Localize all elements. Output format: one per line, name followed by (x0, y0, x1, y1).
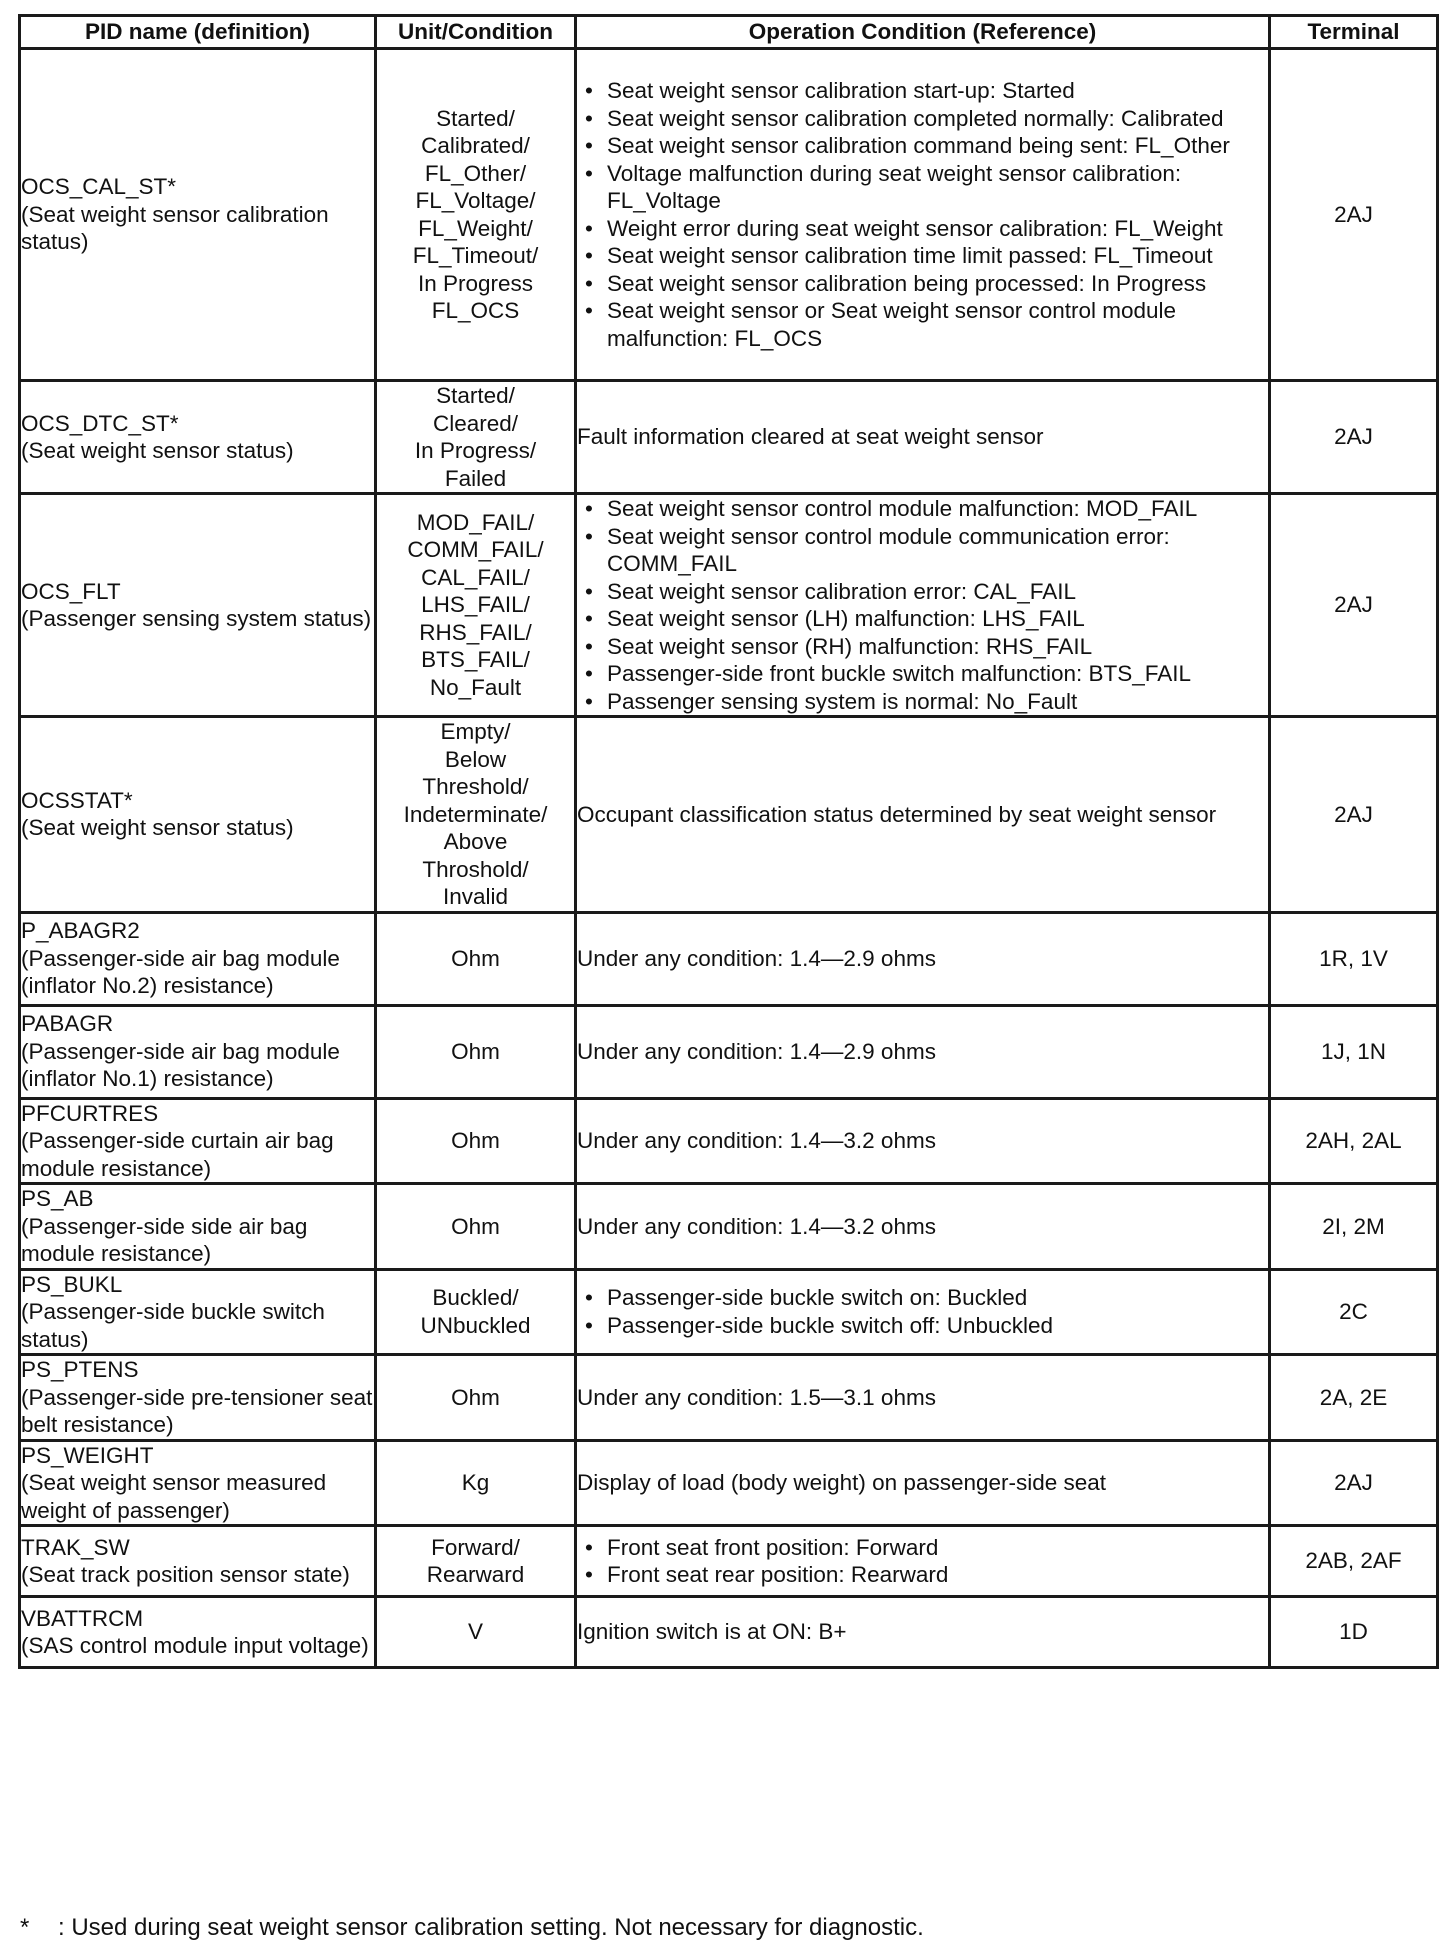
unit-value: No_Fault (429, 674, 522, 700)
unit-condition-cell (376, 1440, 576, 1526)
list-item: • Front seat rear position: Rearward (577, 1561, 1268, 1589)
condition-list (577, 1284, 1268, 1339)
condition-list (577, 495, 1268, 715)
pid-definition: (Seat weight sensor status) (21, 438, 294, 463)
pid-definition: (Passenger-side curtain air bag module resistance) (21, 1128, 334, 1181)
terminal-cell: 1R, 1V (1270, 912, 1438, 1005)
pid-name-cell (20, 717, 376, 913)
unit-value: RHS_FAIL/ (419, 619, 532, 645)
list-item: • Passenger sensing system is normal: No_Fault (577, 688, 1268, 716)
pid-name-cell (20, 1098, 376, 1184)
unit-value: Cleared/ (432, 410, 519, 436)
unit-value: Ohm (451, 1128, 500, 1153)
table-row (20, 494, 1438, 717)
list-item: • Weight error during seat weight sensor calibration: FL_Weight (577, 215, 1268, 243)
pid-definition: (Passenger-side pre-tensioner seat belt resistance) (21, 1384, 373, 1437)
terminal-cell: 1D (1270, 1597, 1438, 1668)
unit-condition-cell (376, 49, 576, 381)
pid-code: TRAK_SW (21, 1534, 130, 1560)
unit-value: In Progress (417, 270, 534, 296)
pid-definition: (Passenger-side air bag module (inflator No.1) resistance) (21, 1038, 340, 1092)
pid-definition: (Passenger sensing system status) (21, 606, 372, 631)
table-header (20, 16, 1438, 49)
operation-condition-cell (576, 912, 1270, 1005)
condition-list (577, 77, 1268, 352)
pid-code: OCS_FLT (21, 578, 121, 604)
header-row (20, 16, 1438, 49)
list-item: • Seat weight sensor calibration time limit passed: FL_Timeout (577, 242, 1268, 270)
unit-condition-cell (376, 717, 576, 913)
unit-value: Above (443, 829, 508, 854)
operation-condition-cell (576, 381, 1270, 494)
pid-definition: (Seat weight sensor status) (21, 815, 294, 841)
table-row (20, 381, 1438, 494)
table-row (20, 49, 1438, 381)
list-item: • Seat weight sensor control module malfunction: MOD_FAIL (577, 495, 1268, 523)
pid-name-cell (20, 381, 376, 494)
pid-table (18, 14, 1439, 1669)
condition-text: Under any condition: 1.4—2.9 ohms (577, 1038, 936, 1064)
condition-text: Occupant classification status determined by seat weight sensor (577, 801, 1217, 827)
pid-code: PS_WEIGHT (21, 1442, 154, 1468)
pid-definition: (SAS control module input voltage) (21, 1633, 369, 1658)
pid-name-cell (20, 912, 376, 1005)
unit-condition-cell (376, 1597, 576, 1668)
terminal-cell: 2I, 2M (1270, 1184, 1438, 1270)
unit-condition-cell (376, 912, 576, 1005)
table-row (20, 1440, 1438, 1526)
unit-value: Threshold/ (422, 774, 529, 799)
unit-condition-cell (376, 381, 576, 494)
terminal-cell: 2AB, 2AF (1270, 1526, 1438, 1597)
pid-definition: (Seat weight sensor calibration status) (21, 201, 329, 255)
terminal-cell: 2C (1270, 1269, 1438, 1355)
unit-value: LHS_FAIL/ (421, 592, 530, 618)
table-row (20, 1005, 1438, 1098)
unit-value: Started/ (436, 105, 515, 131)
table-row (20, 1355, 1438, 1441)
pid-name-cell (20, 1269, 376, 1355)
unit-value: Ohm (451, 1213, 500, 1239)
condition-text: Display of load (body weight) on passenger-side seat (577, 1470, 1107, 1495)
unit-value: UNbuckled (420, 1312, 531, 1338)
pid-name-cell (20, 1526, 376, 1597)
table-row (20, 1184, 1438, 1270)
operation-condition-cell (576, 1440, 1270, 1526)
table-row (20, 1526, 1438, 1597)
operation-condition-cell (576, 1098, 1270, 1184)
operation-condition-cell (576, 1355, 1270, 1441)
unit-value: Rearward (426, 1562, 525, 1587)
pid-code: PS_PTENS (21, 1357, 139, 1382)
pid-code: PFCURTRES (21, 1100, 159, 1126)
condition-list (577, 1534, 1268, 1589)
list-item: • Passenger-side front buckle switch malfunction: BTS_FAIL (577, 660, 1268, 688)
list-item: • Seat weight sensor calibration completed normally: Calibrated (577, 105, 1268, 133)
pid-name-cell (20, 494, 376, 717)
pid-code: OCS_DTC_ST* (21, 410, 179, 436)
operation-condition-cell (576, 1184, 1270, 1270)
unit-value: Invalid (442, 884, 509, 909)
list-item: • Voltage malfunction during seat weight sensor calibration: FL_Voltage (577, 160, 1268, 215)
list-item: • Seat weight sensor (LH) malfunction: LHS_FAIL (577, 605, 1268, 633)
terminal-cell: 1J, 1N (1270, 1005, 1438, 1098)
pid-name-cell (20, 1440, 376, 1526)
unit-value: Ohm (451, 1384, 500, 1410)
unit-value: FL_Weight/ (418, 215, 533, 241)
header-pid-name: PID name (definition) (20, 16, 376, 49)
header-terminal: Terminal (1270, 16, 1438, 49)
terminal-cell: 2AJ (1270, 1440, 1438, 1526)
unit-value: Throshold/ (422, 856, 529, 882)
list-item: • Seat weight sensor control module communication error: COMM_FAIL (577, 523, 1268, 578)
pid-code: OCS_CAL_ST* (21, 174, 177, 200)
unit-value: COMM_FAIL/ (407, 537, 544, 563)
pid-definition: (Passenger-side buckle switch status) (21, 1299, 325, 1352)
unit-condition-cell (376, 1005, 576, 1098)
footnote (20, 1914, 924, 1942)
condition-text: Under any condition: 1.4—2.9 ohms (577, 945, 936, 971)
terminal-cell: 2AJ (1270, 381, 1438, 494)
operation-condition-cell (576, 1526, 1270, 1597)
condition-text: Under any condition: 1.5—3.1 ohms (577, 1384, 936, 1410)
unit-value: Started/ (436, 383, 515, 408)
table-row (20, 717, 1438, 913)
operation-condition-cell (576, 717, 1270, 913)
unit-value: Buckled/ (432, 1285, 519, 1311)
unit-condition-cell (376, 1526, 576, 1597)
unit-value: Failed (444, 465, 507, 491)
unit-value: Below (444, 746, 507, 772)
table-row (20, 912, 1438, 1005)
pid-definition: (Passenger-side air bag module (inflator No.2) resistance) (21, 945, 340, 999)
list-item: • Seat weight sensor or Seat weight sensor control module malfunction: FL_OCS (577, 297, 1268, 352)
unit-value: Ohm (451, 1038, 500, 1064)
pid-code: PS_BUKL (21, 1271, 123, 1297)
pid-code: VBATTRCM (21, 1605, 144, 1631)
table-row (20, 1098, 1438, 1184)
pid-code: OCSSTAT* (21, 787, 133, 813)
terminal-cell: 2AJ (1270, 717, 1438, 913)
pid-code: P_ABAGR2 (21, 918, 140, 944)
terminal-cell: 2A, 2E (1270, 1355, 1438, 1441)
unit-value: FL_Timeout/ (412, 243, 539, 268)
pid-definition: (Seat track position sensor state) (21, 1562, 350, 1587)
pid-name-cell (20, 1355, 376, 1441)
table-row (20, 1269, 1438, 1355)
terminal-cell: 2AJ (1270, 49, 1438, 381)
unit-value: Indeterminate/ (403, 801, 548, 827)
operation-condition-cell (576, 1005, 1270, 1098)
list-item: • Seat weight sensor calibration error: CAL_FAIL (577, 578, 1268, 606)
pid-definition: (Seat weight sensor measured weight of passenger) (21, 1470, 327, 1523)
unit-condition-cell (376, 1269, 576, 1355)
operation-condition-cell (576, 49, 1270, 381)
terminal-cell: 2AJ (1270, 494, 1438, 717)
unit-value: CAL_FAIL/ (421, 564, 530, 590)
operation-condition-cell (576, 1269, 1270, 1355)
unit-value: Forward/ (431, 1534, 520, 1560)
pid-name-cell (20, 49, 376, 381)
condition-text: Under any condition: 1.4—3.2 ohms (577, 1213, 936, 1239)
unit-condition-cell (376, 1184, 576, 1270)
unit-value: In Progress/ (414, 438, 537, 463)
pid-code: PS_AB (21, 1186, 94, 1211)
pid-definition: (Passenger-side side air bag module resistance) (21, 1213, 308, 1266)
footnote-text: : Used during seat weight sensor calibration setting. Not necessary for diagnostic. (58, 1914, 924, 1941)
unit-value: BTS_FAIL/ (421, 647, 530, 673)
unit-condition-cell (376, 494, 576, 717)
list-item: • Seat weight sensor (RH) malfunction: RHS_FAIL (577, 633, 1268, 661)
table-row (20, 1597, 1438, 1668)
unit-value: MOD_FAIL/ (416, 509, 535, 535)
condition-text: Fault information cleared at seat weight sensor (577, 424, 1044, 450)
condition-text: Ignition switch is at ON: B+ (577, 1619, 847, 1645)
list-item: • Front seat front position: Forward (577, 1534, 1268, 1562)
list-item: • Seat weight sensor calibration command being sent: FL_Other (577, 132, 1268, 160)
footnote-mark: * (20, 1914, 30, 1941)
unit-value: FL_Voltage/ (415, 188, 536, 213)
unit-value: Empty/ (440, 719, 511, 744)
operation-condition-cell (576, 494, 1270, 717)
pid-name-cell (20, 1184, 376, 1270)
list-item: • Passenger-side buckle switch off: Unbuckled (577, 1312, 1268, 1340)
condition-text: Under any condition: 1.4—3.2 ohms (577, 1128, 936, 1153)
pid-name-cell (20, 1597, 376, 1668)
list-item: • Seat weight sensor calibration being processed: In Progress (577, 270, 1268, 298)
pid-code: PABAGR (21, 1011, 114, 1037)
unit-value: Kg (461, 1470, 490, 1495)
list-item: • Passenger-side buckle switch on: Buckled (577, 1284, 1268, 1312)
list-item: • Seat weight sensor calibration start-up: Started (577, 77, 1268, 105)
table-body (20, 49, 1438, 1668)
unit-condition-cell (376, 1098, 576, 1184)
header-operation-condition: Operation Condition (Reference) (576, 16, 1270, 49)
header-unit-condition: Unit/Condition (376, 16, 576, 49)
unit-value: Ohm (451, 945, 500, 971)
unit-value: Calibrated/ (421, 133, 530, 158)
operation-condition-cell (576, 1597, 1270, 1668)
terminal-cell: 2AH, 2AL (1270, 1098, 1438, 1184)
unit-value: V (467, 1619, 483, 1645)
unit-value: FL_OCS (431, 298, 520, 323)
unit-condition-cell (376, 1355, 576, 1441)
pid-name-cell (20, 1005, 376, 1098)
unit-value: FL_Other/ (424, 160, 527, 186)
